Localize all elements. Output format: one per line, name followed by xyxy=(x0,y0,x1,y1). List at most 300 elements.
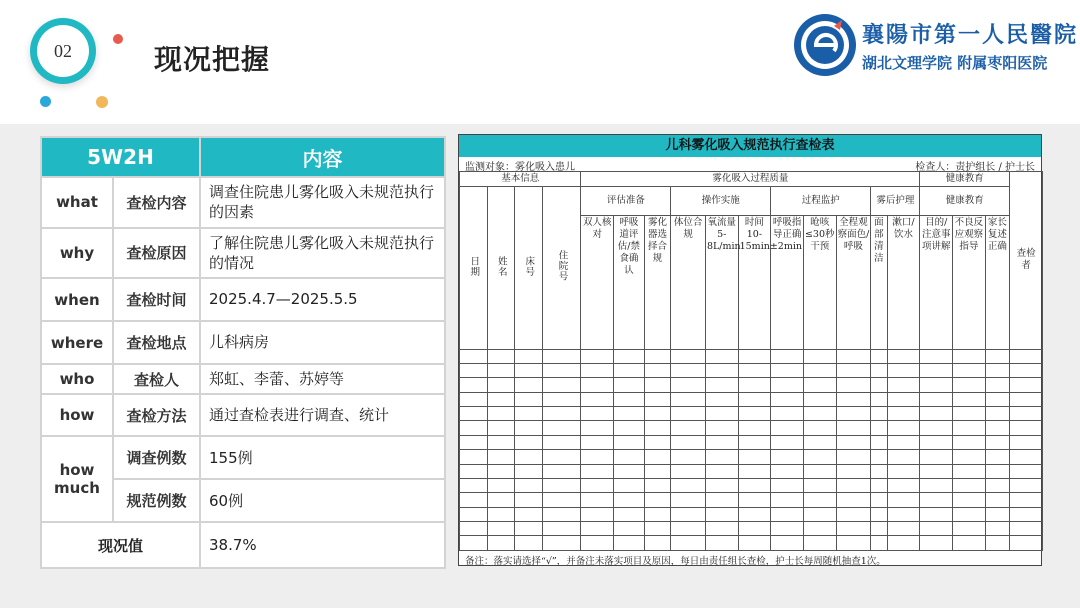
sheet-cell xyxy=(803,421,836,435)
sheet-cell xyxy=(803,522,836,536)
sheet-cell xyxy=(836,378,871,392)
group-health: 健康教育 xyxy=(920,172,1010,187)
sheet-cell xyxy=(836,478,871,492)
sheet-cell xyxy=(515,536,543,551)
hospital-emblem-icon xyxy=(792,12,858,78)
sheet-cell xyxy=(953,363,986,377)
sheet-cell xyxy=(985,407,1009,421)
table-row xyxy=(41,394,445,436)
table-row xyxy=(41,364,445,394)
sheet-cell xyxy=(487,363,515,377)
sheet-cell xyxy=(542,349,581,363)
sheet-cell xyxy=(887,407,920,421)
sheet-cell xyxy=(985,464,1009,478)
sheet-cell xyxy=(614,349,645,363)
item-col: 不良反应观察指导 xyxy=(953,216,986,350)
sheet-cell xyxy=(985,435,1009,449)
sheet-cell xyxy=(671,378,706,392)
sheet-cell xyxy=(920,435,953,449)
sheet-cell xyxy=(542,493,581,507)
sheet-cell xyxy=(953,493,986,507)
sheet-cell xyxy=(771,522,804,536)
sheet-cell xyxy=(614,378,645,392)
sheet-cell xyxy=(581,464,614,478)
sheet-cell xyxy=(644,507,671,521)
sheet-cell xyxy=(836,421,871,435)
sheet-row xyxy=(460,450,1043,464)
sheet-title: 儿科雾化吸入规范执行查检表 xyxy=(459,135,1041,157)
sheet-cell xyxy=(836,407,871,421)
sheet-cell xyxy=(953,435,986,449)
sheet-cell xyxy=(487,522,515,536)
sheet-cell xyxy=(542,536,581,551)
sheet-cell xyxy=(871,478,887,492)
sheet-cell xyxy=(887,450,920,464)
sheet-cell xyxy=(515,450,543,464)
item-col: 雾化器选择合规 xyxy=(644,216,671,350)
sheet-cell xyxy=(487,464,515,478)
sheet-cell xyxy=(771,392,804,406)
sheet-cell xyxy=(542,421,581,435)
sheet-cell xyxy=(738,478,771,492)
sheet-cell xyxy=(705,493,738,507)
inspector: 检查人：责护组长 / 护士长 xyxy=(915,162,1035,173)
sheet-cell xyxy=(920,507,953,521)
sheet-cell xyxy=(515,522,543,536)
sheet-row xyxy=(460,349,1043,363)
sheet-cell xyxy=(920,363,953,377)
item-col: 漱口/饮水 xyxy=(887,216,920,350)
sheet-cell xyxy=(985,363,1009,377)
sheet-cell xyxy=(887,478,920,492)
sheet-cell xyxy=(644,478,671,492)
sheet-cell xyxy=(953,450,986,464)
item-col: 呼吸指导正确 xyxy=(771,216,804,350)
item-col: 氧流量5-8L/min xyxy=(705,216,738,350)
sheet-cell xyxy=(887,536,920,551)
sheet-cell xyxy=(836,363,871,377)
sheet-cell xyxy=(887,378,920,392)
sheet-cell xyxy=(705,349,738,363)
sheet-cell xyxy=(836,435,871,449)
row-item: 查检地点 xyxy=(113,321,200,364)
sheet-cell xyxy=(671,392,706,406)
basic-col-label: 姓名 xyxy=(495,255,507,277)
sheet-cell xyxy=(671,522,706,536)
sheet-cell xyxy=(920,522,953,536)
sheet-cell xyxy=(487,478,515,492)
sheet-cell xyxy=(581,493,614,507)
sheet-cell xyxy=(836,493,871,507)
sheet-cell xyxy=(671,464,706,478)
table-row xyxy=(41,177,445,228)
sheet-cell xyxy=(644,450,671,464)
sheet-cell xyxy=(644,464,671,478)
sheet-cell xyxy=(920,392,953,406)
sheet-cell xyxy=(460,450,488,464)
basic-col-admission xyxy=(542,187,581,349)
sheet-cell xyxy=(515,421,543,435)
sheet-cell xyxy=(1010,407,1043,421)
sheet-cell xyxy=(542,478,581,492)
sheet-cell xyxy=(953,507,986,521)
sheet-cell xyxy=(1010,464,1043,478)
row-value: 了解住院患儿雾化吸入未规范执行的情况 xyxy=(200,228,445,279)
sheet-cell xyxy=(803,507,836,521)
table-row xyxy=(41,278,445,321)
sheet-cell xyxy=(771,464,804,478)
sheet-cell xyxy=(1010,363,1043,377)
sheet-cell xyxy=(887,435,920,449)
sheet-cell xyxy=(705,407,738,421)
sheet-cell xyxy=(953,392,986,406)
sheet-cell xyxy=(1010,493,1043,507)
page-title: 现况把握 xyxy=(154,43,271,76)
sheet-cell xyxy=(771,421,804,435)
sheet-cell xyxy=(581,378,614,392)
sheet-cell xyxy=(836,507,871,521)
sub-health: 健康教育 xyxy=(920,187,1010,216)
sheet-cell xyxy=(487,536,515,551)
sheet-cell xyxy=(705,435,738,449)
sheet-cell xyxy=(887,464,920,478)
sheet-cell xyxy=(985,507,1009,521)
hospital-logo xyxy=(792,12,1079,84)
content-header: 内容 xyxy=(200,137,445,177)
item-col: 全程观察面色/呼吸 xyxy=(836,216,871,350)
decor-dot-blue xyxy=(40,96,51,107)
section-badge xyxy=(30,18,100,88)
sheet-cell xyxy=(738,522,771,536)
sheet-cell xyxy=(581,363,614,377)
sheet-cell xyxy=(460,349,488,363)
decor-dot-red xyxy=(113,34,123,44)
sheet-cell xyxy=(871,421,887,435)
sheet-cell xyxy=(803,378,836,392)
sheet-row xyxy=(460,536,1043,551)
sheet-cell xyxy=(581,392,614,406)
sheet-cell xyxy=(487,507,515,521)
sheet-cell xyxy=(515,378,543,392)
sheet-cell xyxy=(671,478,706,492)
sheet-cell xyxy=(803,464,836,478)
sheet-cell xyxy=(705,464,738,478)
sheet-cell xyxy=(871,464,887,478)
item-col: 目的/注意事项讲解 xyxy=(920,216,953,350)
sheet-cell xyxy=(671,435,706,449)
sheet-cell xyxy=(614,464,645,478)
item-col: 时间10-15min±2min xyxy=(738,216,771,350)
sheet-row xyxy=(460,522,1043,536)
row-key: why xyxy=(41,228,113,279)
sheet-cell xyxy=(614,536,645,551)
basic-col-label: 床号 xyxy=(523,255,535,277)
table-row xyxy=(41,321,445,364)
5w2h-table xyxy=(40,136,446,569)
item-col: 呼吸道评估/禁食确认 xyxy=(614,216,645,350)
sheet-cell xyxy=(644,407,671,421)
sheet-cell xyxy=(1010,435,1043,449)
group-basic: 基本信息 xyxy=(460,172,581,187)
sheet-cell xyxy=(581,407,614,421)
sheet-cell xyxy=(871,536,887,551)
sheet-cell xyxy=(920,378,953,392)
group-quality: 雾化吸入过程质量 xyxy=(581,172,920,187)
sheet-cell xyxy=(581,435,614,449)
sheet-cell xyxy=(705,536,738,551)
row-value: 通过查检表进行调查、统计 xyxy=(200,394,445,436)
sheet-cell xyxy=(771,536,804,551)
sheet-cell xyxy=(771,507,804,521)
sheet-cell xyxy=(644,349,671,363)
sheet-cell xyxy=(460,407,488,421)
basic-col-label: 住院号 xyxy=(556,250,568,282)
sheet-cell xyxy=(836,464,871,478)
sheet-cell xyxy=(985,392,1009,406)
sheet-cell xyxy=(705,392,738,406)
sheet-cell xyxy=(460,536,488,551)
sheet-cell xyxy=(738,363,771,377)
row-item: 规范例数 xyxy=(113,479,200,522)
sheet-cell xyxy=(920,450,953,464)
sheet-cell xyxy=(771,378,804,392)
sheet-cell xyxy=(705,522,738,536)
sheet-cell xyxy=(1010,421,1043,435)
sheet-cell xyxy=(871,392,887,406)
sheet-cell xyxy=(487,392,515,406)
sheet-cell xyxy=(953,522,986,536)
sheet-row xyxy=(460,493,1043,507)
sheet-data-rows xyxy=(460,349,1043,550)
sheet-cell xyxy=(985,349,1009,363)
sheet-cell xyxy=(487,378,515,392)
sheet-cell xyxy=(614,493,645,507)
sheet-cell xyxy=(887,493,920,507)
sheet-cell xyxy=(871,435,887,449)
row-item: 查检方法 xyxy=(113,394,200,436)
sheet-row xyxy=(460,464,1043,478)
logo-line-1: 襄陽市第一人民醫院 xyxy=(862,22,1079,48)
sheet-cell xyxy=(460,421,488,435)
sheet-cell xyxy=(738,536,771,551)
sheet-cell xyxy=(887,507,920,521)
sheet-cell xyxy=(738,392,771,406)
item-col: 体位合规 xyxy=(671,216,706,350)
sheet-cell xyxy=(515,363,543,377)
sheet-cell xyxy=(487,450,515,464)
row-value: 155例 xyxy=(200,436,445,479)
sheet-cell xyxy=(671,536,706,551)
sheet-row xyxy=(460,363,1043,377)
sheet-cell xyxy=(671,349,706,363)
table-row xyxy=(41,228,445,279)
sheet-cell xyxy=(738,464,771,478)
sheet-cell xyxy=(803,392,836,406)
sheet-cell xyxy=(614,363,645,377)
sheet-cell xyxy=(614,507,645,521)
table-row xyxy=(41,436,445,479)
sheet-cell xyxy=(920,478,953,492)
sheet-cell xyxy=(836,392,871,406)
item-col: 面部清洁 xyxy=(871,216,887,350)
sheet-cell xyxy=(803,450,836,464)
sheet-cell xyxy=(803,478,836,492)
sheet-cell xyxy=(614,522,645,536)
sheet-cell xyxy=(1010,450,1043,464)
sheet-cell xyxy=(460,363,488,377)
sub-after: 雾后护理 xyxy=(871,187,920,216)
sheet-cell xyxy=(487,493,515,507)
row-item: 调查例数 xyxy=(113,436,200,479)
sheet-cell xyxy=(803,435,836,449)
sheet-cell xyxy=(581,421,614,435)
sheet-cell xyxy=(985,450,1009,464)
row-value: 调查住院患儿雾化吸入未规范执行的因素 xyxy=(200,177,445,228)
sheet-cell xyxy=(871,507,887,521)
sheet-cell xyxy=(487,421,515,435)
sheet-cell xyxy=(771,493,804,507)
sheet-cell xyxy=(671,450,706,464)
sheet-cell xyxy=(542,392,581,406)
sheet-cell xyxy=(487,435,515,449)
sheet-cell xyxy=(771,450,804,464)
sheet-cell xyxy=(985,493,1009,507)
sheet-cell xyxy=(644,421,671,435)
current-value: 38.7% xyxy=(200,522,445,568)
sheet-cell xyxy=(705,507,738,521)
sheet-cell xyxy=(803,407,836,421)
sheet-cell xyxy=(460,378,488,392)
sheet-cell xyxy=(871,349,887,363)
sheet-cell xyxy=(985,478,1009,492)
sheet-row xyxy=(460,478,1043,492)
sheet-cell xyxy=(1010,507,1043,521)
sheet-cell xyxy=(887,522,920,536)
sheet-cell xyxy=(671,407,706,421)
sheet-cell xyxy=(920,464,953,478)
sub-assess: 评估准备 xyxy=(581,187,671,216)
sheet-cell xyxy=(671,363,706,377)
sheet-cell xyxy=(581,536,614,551)
sheet-cell xyxy=(644,435,671,449)
sheet-cell xyxy=(771,478,804,492)
sheet-cell xyxy=(953,407,986,421)
sheet-cell xyxy=(1010,378,1043,392)
sheet-cell xyxy=(614,407,645,421)
section-number: 02 xyxy=(37,25,89,77)
sheet-cell xyxy=(487,407,515,421)
sheet-cell xyxy=(671,493,706,507)
row-item: 查检人 xyxy=(113,364,200,394)
sheet-cell xyxy=(738,378,771,392)
sheet-cell xyxy=(887,349,920,363)
sheet-cell xyxy=(460,522,488,536)
sheet-cell xyxy=(803,349,836,363)
sheet-cell xyxy=(871,522,887,536)
sheet-cell xyxy=(515,392,543,406)
sheet-cell xyxy=(644,363,671,377)
sheet-cell xyxy=(671,421,706,435)
basic-col-label: 日期 xyxy=(468,255,480,277)
sheet-cell xyxy=(614,435,645,449)
sheet-cell xyxy=(738,349,771,363)
sheet-cell xyxy=(985,522,1009,536)
sheet-cell xyxy=(738,421,771,435)
sheet-cell xyxy=(542,464,581,478)
sheet-cell xyxy=(920,421,953,435)
sheet-cell xyxy=(581,522,614,536)
sheet-cell xyxy=(920,349,953,363)
row-value: 60例 xyxy=(200,479,445,522)
sheet-cell xyxy=(542,522,581,536)
sheet-cell xyxy=(460,478,488,492)
sheet-cell xyxy=(1010,522,1043,536)
sheet-cell xyxy=(953,378,986,392)
sheet-cell xyxy=(953,464,986,478)
sheet-cell xyxy=(1010,536,1043,551)
row-value: 儿科病房 xyxy=(200,321,445,364)
sheet-cell xyxy=(803,493,836,507)
sheet-cell xyxy=(581,349,614,363)
sheet-cell xyxy=(614,392,645,406)
current-value-label: 现况值 xyxy=(41,522,200,568)
sheet-row xyxy=(460,507,1043,521)
item-col: 家长复述正确 xyxy=(985,216,1009,350)
sheet-cell xyxy=(581,478,614,492)
basic-col-bed xyxy=(515,187,543,349)
sheet-cell xyxy=(542,507,581,521)
sheet-cell xyxy=(460,507,488,521)
row-item: 查检原因 xyxy=(113,228,200,279)
sheet-cell xyxy=(871,450,887,464)
sheet-cell xyxy=(460,493,488,507)
sheet-cell xyxy=(705,478,738,492)
sheet-cell xyxy=(644,536,671,551)
sheet-cell xyxy=(836,349,871,363)
sheet-cell xyxy=(738,507,771,521)
sheet-cell xyxy=(836,522,871,536)
sheet-cell xyxy=(887,363,920,377)
sheet-cell xyxy=(836,536,871,551)
sheet-cell xyxy=(460,464,488,478)
row-item: 查检时间 xyxy=(113,278,200,321)
checker-header xyxy=(1010,172,1043,350)
sheet-cell xyxy=(920,493,953,507)
sheet-cell xyxy=(614,450,645,464)
sheet-cell xyxy=(803,363,836,377)
sheet-cell xyxy=(705,450,738,464)
sheet-cell xyxy=(542,407,581,421)
sheet-cell xyxy=(920,536,953,551)
sheet-cell xyxy=(705,378,738,392)
sheet-cell xyxy=(614,421,645,435)
sheet-cell xyxy=(515,493,543,507)
row-value: 2025.4.7—2025.5.5 xyxy=(200,278,445,321)
sheet-cell xyxy=(515,464,543,478)
sheet-cell xyxy=(644,392,671,406)
sheet-cell xyxy=(771,363,804,377)
sub-monitor: 过程监护 xyxy=(771,187,871,216)
sheet-cell xyxy=(515,435,543,449)
sheet-cell xyxy=(738,435,771,449)
sheet-cell xyxy=(460,392,488,406)
table-row xyxy=(41,522,445,568)
sheet-cell xyxy=(515,478,543,492)
sheet-cell xyxy=(920,407,953,421)
sheet-cell xyxy=(803,536,836,551)
row-value: 郑虹、李蕾、苏婷等 xyxy=(200,364,445,394)
5w2h-header: 5W2H xyxy=(41,137,200,177)
